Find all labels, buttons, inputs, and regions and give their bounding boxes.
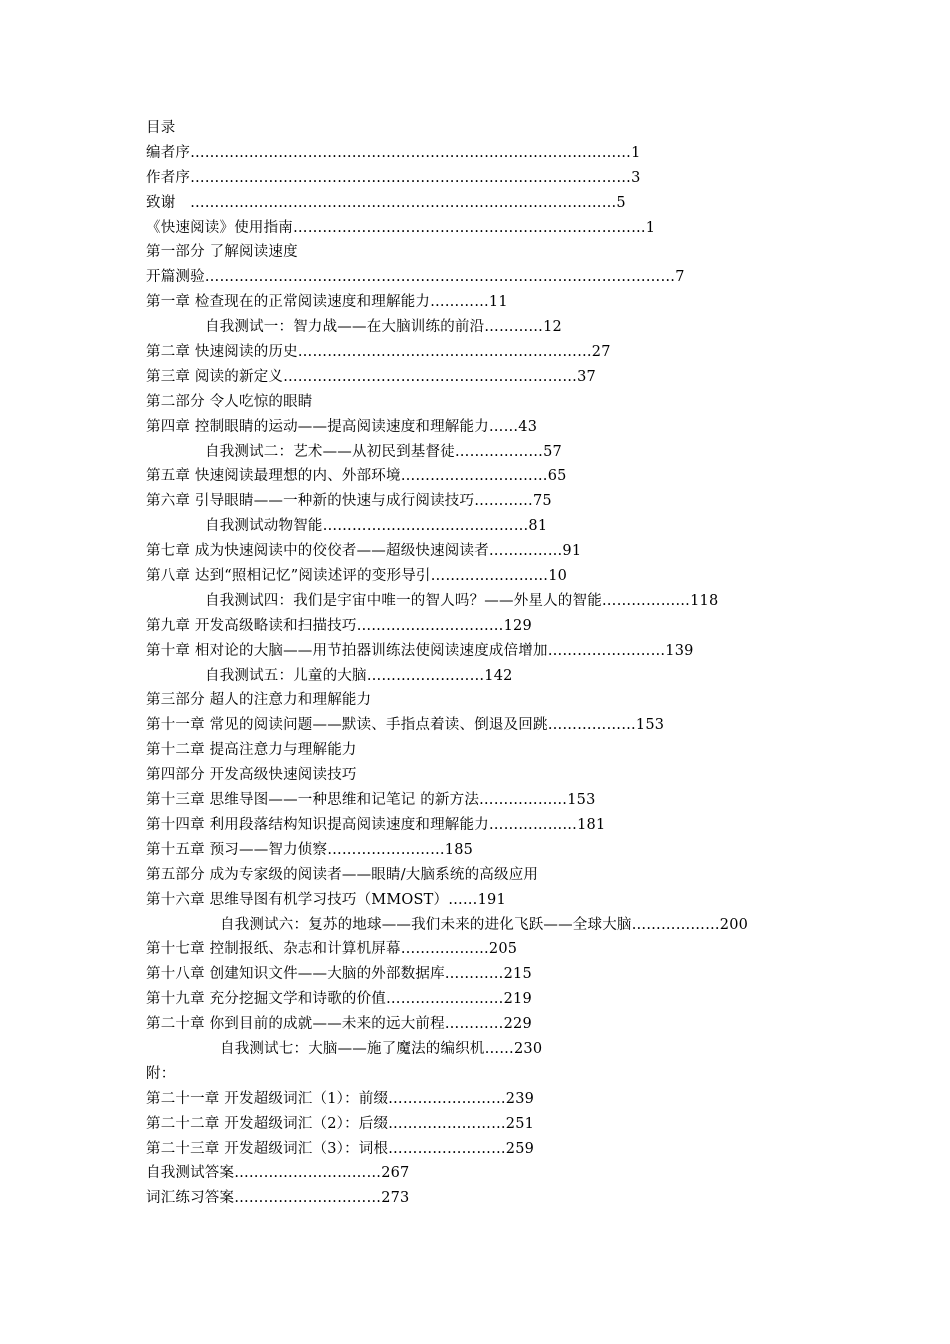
toc-entry: 开篇测验……………………………………………………………………………………7 — [146, 269, 685, 286]
toc-entry: 第十章 相对论的大脑——用节拍器训练法使阅读速度成倍增加……………………139 — [146, 642, 694, 659]
toc-entry: 第二十二章 开发超级词汇（2）：后缀……………………251 — [146, 1115, 535, 1132]
toc-entry: 第十九章 充分挖掘文学和诗歌的价值……………………219 — [146, 991, 532, 1008]
toc-entry: 第一部分 了解阅读速度 — [146, 244, 298, 261]
toc-entry: 致谢 ……………………………………………………………………………5 — [146, 194, 626, 211]
toc-entry: 第十一章 常见的阅读问题——默读、手指点着读、倒退及回跳………………153 — [146, 717, 665, 734]
toc-entry: 自我测试答案…………………………267 — [146, 1165, 410, 1182]
toc-entry: 第十五章 预习——智力侦察……………………185 — [146, 841, 474, 858]
toc-entry: 自我测试二：艺术——从初民到基督徒………………57 — [205, 443, 562, 460]
toc-entry: 附： — [146, 1065, 176, 1082]
toc-entry: 第七章 成为快速阅读中的佼佼者——超级快速阅读者……………91 — [146, 543, 582, 560]
toc-entry: 自我测试五：儿童的大脑……………………142 — [205, 667, 513, 684]
toc-entry: 自我测试六：复苏的地球——我们未来的进化飞跃——全球大脑………………200 — [220, 916, 749, 933]
toc-entry: 第二部分 令人吃惊的眼睛 — [146, 393, 313, 410]
toc-entry: 自我测试七：大脑——施了魔法的编织机……230 — [220, 1040, 543, 1057]
toc-entry: 第五部分 成为专家级的阅读者——眼睛/大脑系统的高级应用 — [146, 866, 539, 883]
toc-title: 目录 — [146, 120, 176, 136]
toc-entry: 第十七章 控制报纸、杂志和计算机屏幕………………205 — [146, 941, 518, 958]
toc-entry: 第六章 引导眼睛——一种新的快速与成行阅读技巧…………75 — [146, 493, 552, 510]
toc-entry: 第二章 快速阅读的历史……………………………………………………27 — [146, 344, 611, 361]
toc-entry: 第十四章 利用段落结构知识提高阅读速度和理解能力………………181 — [146, 816, 606, 833]
toc-entry: 第一章 检查现在的正常阅读速度和理解能力…………11 — [146, 294, 508, 311]
toc-entry: 第二十三章 开发超级词汇（3）：词根……………………259 — [146, 1140, 535, 1157]
toc-entry: 自我测试一：智力战——在大脑训练的前沿…………12 — [205, 319, 562, 336]
toc-entry: 第十三章 思维导图——一种思维和记笔记 的新方法………………153 — [146, 792, 596, 809]
toc-entry: 编者序………………………………………………………………………………1 — [146, 144, 641, 161]
toc-entry: 自我测试动物智能……………………………………81 — [205, 518, 548, 535]
toc-entry: 第四部分 开发高级快速阅读技巧 — [146, 767, 357, 784]
toc-entry: 第三章 阅读的新定义……………………………………………………37 — [146, 368, 596, 385]
toc-entry: 第十二章 提高注意力与理解能力 — [146, 742, 357, 759]
toc-entry: 词汇练习答案…………………………273 — [146, 1190, 410, 1207]
toc-entry: 第五章 快速阅读最理想的内、外部环境…………………………65 — [146, 468, 567, 485]
toc-entry: 自我测试四：我们是宇宙中唯一的智人吗？——外星人的智能………………118 — [205, 592, 719, 609]
toc-entry: 第十六章 思维导图有机学习技巧（MMOST）……191 — [146, 891, 506, 908]
toc-entry: 作者序………………………………………………………………………………3 — [146, 169, 641, 186]
toc-entry: 第十八章 创建知识文件——大脑的外部数据库…………215 — [146, 966, 532, 983]
toc-entry: 第四章 控制眼睛的运动——提高阅读速度和理解能力……43 — [146, 418, 538, 435]
toc-entry: 第二十一章 开发超级词汇（1）：前缀……………………239 — [146, 1090, 535, 1107]
table-of-contents — [146, 116, 926, 1211]
toc-entry: 《快速阅读》使用指南………………………………………………………………1 — [146, 219, 656, 236]
toc-entry: 第三部分 超人的注意力和理解能力 — [146, 692, 372, 709]
toc-entry: 第八章 达到“照相记忆”阅读述评的变形导引……………………10 — [146, 568, 568, 585]
toc-entry: 第二十章 你到目前的成就——未来的远大前程…………229 — [146, 1016, 532, 1033]
toc-entry: 第九章 开发高级略读和扫描技巧…………………………129 — [146, 617, 532, 634]
